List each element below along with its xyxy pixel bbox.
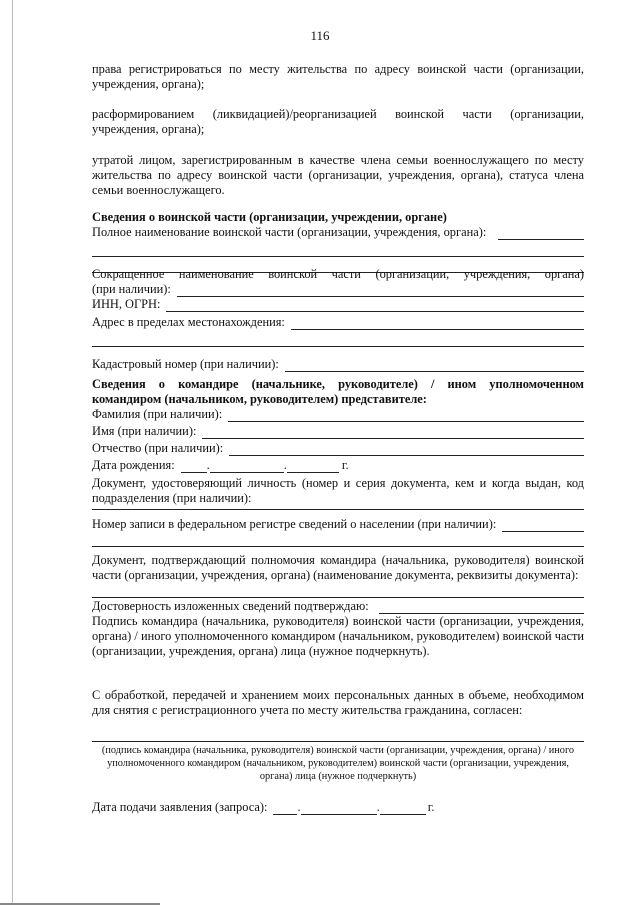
commander-name-field[interactable] bbox=[202, 427, 584, 439]
birth-day-field[interactable] bbox=[181, 461, 207, 473]
commander-patronymic-label: Отчество (при наличии): bbox=[92, 441, 224, 455]
date-dot: . bbox=[206, 458, 210, 472]
commander-surname-field[interactable] bbox=[228, 410, 584, 422]
unit-full-name-row bbox=[92, 225, 584, 240]
reliability-field[interactable] bbox=[379, 602, 584, 614]
date-dot: . bbox=[283, 458, 287, 472]
reliability-row bbox=[92, 599, 584, 614]
commander-surname-label: Фамилия (при наличии): bbox=[92, 407, 223, 421]
unit-short-name-label: Сокращенное наименование воинской части (организации, учреждения, органа) bbox=[92, 267, 584, 281]
submission-date-label: Дата подачи заявления (запроса): bbox=[92, 800, 268, 814]
consent-section bbox=[92, 688, 584, 718]
paragraph-right-to-register bbox=[92, 62, 584, 92]
unit-short-name-label-2: (при наличии): bbox=[92, 282, 171, 296]
submission-day-field[interactable] bbox=[273, 803, 297, 815]
reliability-label: Достоверность изложенных сведений подтверждаю: bbox=[92, 599, 369, 613]
submission-month-field[interactable] bbox=[301, 803, 377, 815]
commander-authority-doc-label: Документ, подтверждающий полномочия командира (начальника, руководителя) воинской части (организации, учреждения, органа) (наименование документа, реквизиты документа): bbox=[92, 553, 584, 582]
commander-section bbox=[92, 377, 584, 598]
paragraph-disbandment bbox=[92, 107, 584, 137]
consent-signature-line[interactable] bbox=[92, 741, 584, 742]
unit-short-section bbox=[92, 267, 584, 372]
signature-description: Подпись командира (начальника, руководителя) воинской части (организации, учреждения, органа) / иного уполномоченного командиром (начальником, руководителем) воинской части (организации, учреждения, органа) лица (нужное подчеркнуть). bbox=[92, 614, 584, 658]
unit-cadastral-field[interactable] bbox=[285, 360, 584, 372]
birth-year-field[interactable] bbox=[287, 461, 339, 473]
paragraph-status-loss bbox=[92, 153, 584, 198]
submission-date-section bbox=[92, 800, 584, 815]
commander-surname-row bbox=[92, 407, 584, 422]
unit-address-row bbox=[92, 315, 584, 330]
paragraph-text: права регистрироваться по месту жительства по адресу воинской части (организации, учреждения, органа); bbox=[92, 62, 584, 91]
consent-signature-caption: (подпись командира (начальника, руководителя) воинской части (организации, учреждения, органа) / иного уполномоченного командиром (начальником, руководителем) воинской части (организации, учреждения, органа) лица (нужное подчеркнуть) bbox=[101, 745, 575, 782]
scan-edge bbox=[12, 0, 13, 905]
submission-year-suffix: г. bbox=[427, 800, 435, 814]
birth-year-suffix: г. bbox=[341, 458, 349, 472]
birth-month-field[interactable] bbox=[210, 461, 284, 473]
unit-cadastral-label: Кадастровый номер (при наличии): bbox=[92, 357, 279, 371]
unit-address-label: Адрес в пределах местонахождения: bbox=[92, 315, 285, 329]
unit-inn-field[interactable] bbox=[166, 300, 584, 312]
unit-inn-row bbox=[92, 297, 584, 312]
commander-registry-label: Номер записи в федеральном регистре сведений о населении (при наличии): bbox=[92, 517, 497, 531]
unit-cadastral-row bbox=[92, 357, 584, 372]
unit-inn-label: ИНН, ОГРН: bbox=[92, 297, 161, 311]
date-dot: . bbox=[376, 800, 380, 814]
commander-birth-date-row bbox=[92, 458, 584, 473]
submission-date-row bbox=[92, 800, 584, 815]
unit-short-name-row bbox=[92, 282, 584, 297]
unit-short-name-field[interactable] bbox=[177, 285, 584, 297]
commander-authority-doc-line[interactable] bbox=[92, 597, 584, 598]
confirmation-section bbox=[92, 599, 584, 659]
unit-full-name-field[interactable] bbox=[498, 228, 584, 240]
submission-year-field[interactable] bbox=[380, 803, 426, 815]
unit-full-name-label: Полное наименование воинской части (организации, учреждения, органа): bbox=[92, 225, 487, 239]
commander-heading: Сведения о командире (начальнике, руководителе) / ином уполномоченном командиром (начальником, руководителем) представителе: bbox=[92, 377, 584, 406]
consent-text: С обработкой, передачей и хранением моих персональных данных в объеме, необходимом для снятия с регистрационного учета по месту жительства гражданина, согласен: bbox=[92, 688, 584, 717]
commander-name-label: Имя (при наличии): bbox=[92, 424, 197, 438]
paragraph-text: расформированием (ликвидацией)/реорганизацией воинской части (организации, учреждения, органа); bbox=[92, 107, 584, 136]
commander-identity-doc-label: Документ, удостоверяющий личность (номер и серия документа, кем и когда выдан, код подразделения (при наличии): bbox=[92, 476, 584, 505]
date-dot: . bbox=[297, 800, 301, 814]
commander-birth-date-label: Дата рождения: bbox=[92, 458, 175, 472]
unit-section bbox=[92, 210, 584, 273]
commander-patronymic-field[interactable] bbox=[229, 444, 584, 456]
page-number: 116 bbox=[310, 28, 330, 43]
commander-patronymic-row bbox=[92, 441, 584, 456]
commander-registry-row bbox=[92, 517, 584, 532]
unit-heading: Сведения о воинской части (организации, учреждении, органе) bbox=[92, 210, 447, 224]
commander-registry-field[interactable] bbox=[502, 520, 584, 532]
commander-name-row bbox=[92, 424, 584, 439]
paragraph-text: утратой лицом, зарегистрированным в качестве члена семьи военнослужащего по месту жительства по адресу воинской части (организации, учреждения, органа), статуса члена семьи военнослужащего. bbox=[92, 153, 584, 197]
unit-address-field[interactable] bbox=[291, 318, 584, 330]
